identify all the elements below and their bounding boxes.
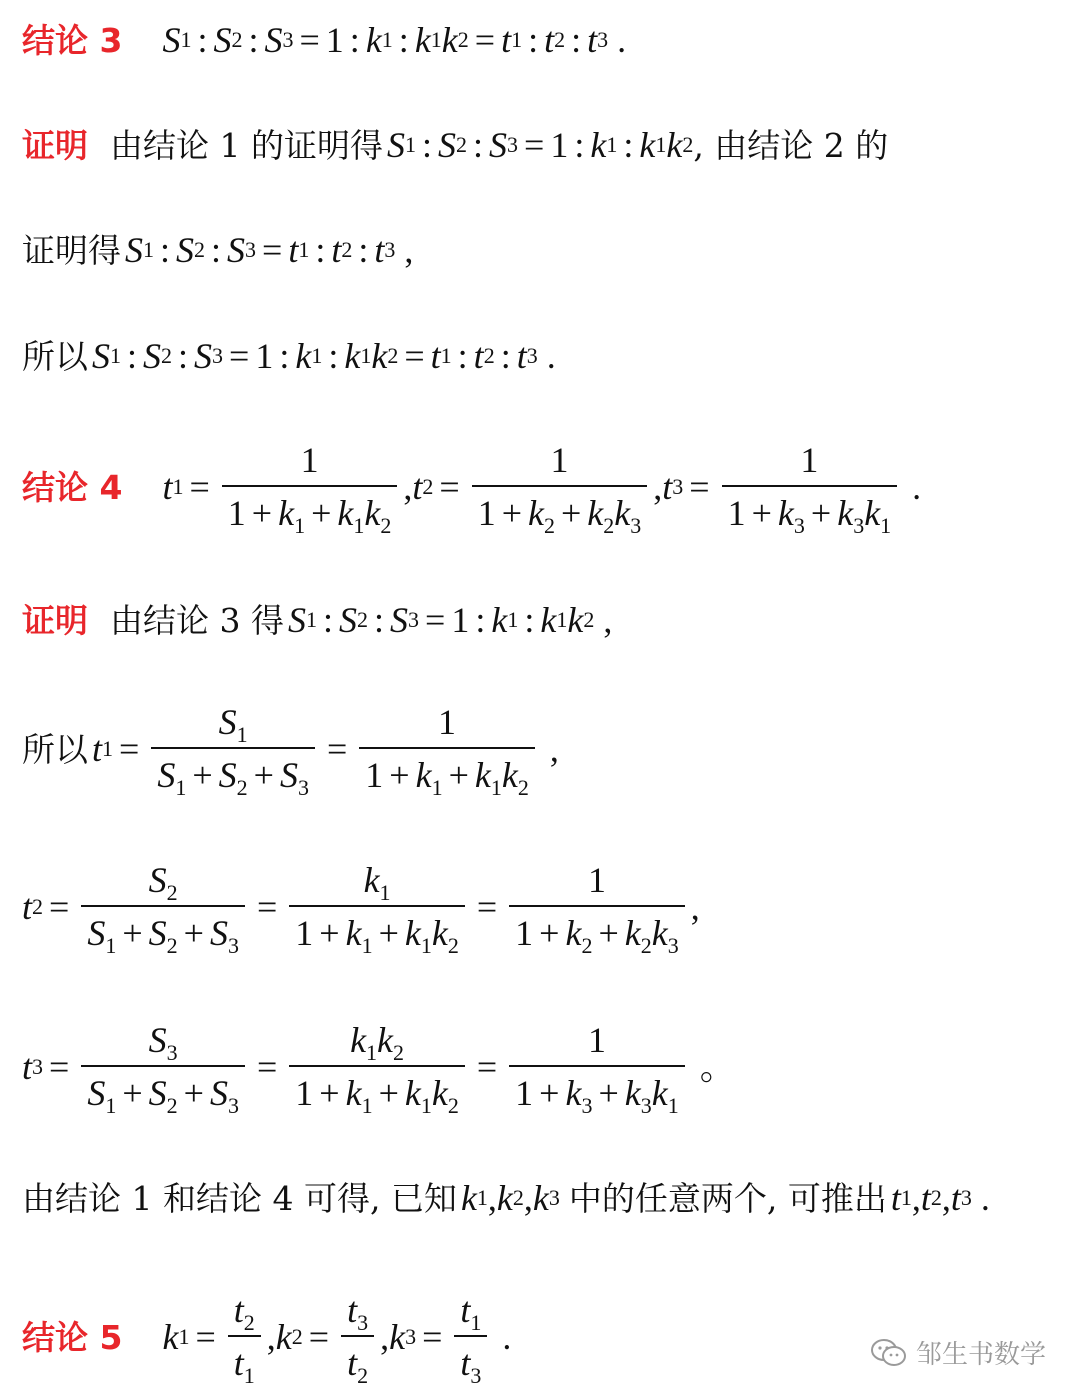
summary-line (22, 1180, 990, 1216)
proof-2-text-b: 所以 (22, 729, 88, 769)
summary-formula-b: t 1 , t 2 , t 3 . (890, 1178, 990, 1218)
proof-2-line-2 (22, 702, 559, 801)
summary-text-b: 中的任意两个, 可推出 (568, 1178, 887, 1218)
proof-2-label: 证明 (22, 600, 88, 640)
watermark-text: 邹生书数学 (915, 1340, 1046, 1370)
proof-1-label: 证明 (22, 125, 88, 165)
conclusion-4-formula: t 1 = $\frac{1}{1 + k_1 + k_1k_2}$ , t 2 = $\frac{1}{1 + k_2 + k_2k_3}$ , t 3 = $\frac{1}{1 + k_3 + k_3k_1}$ . (162, 440, 922, 539)
proof-1-formula-a: S 1 : S 2 : S 3 = 1 : k 1 : k 1 k 2 (386, 125, 694, 165)
proof-1-text-c: 证明得 (22, 230, 121, 270)
conclusion-3-label: 结论 3 (22, 20, 123, 60)
t3-derivation: t 3 = $\frac{S_3}{S_1 + S_2 + S_3}$ = $\frac{k_1k_2}{1 + k_1 + k_1k_2}$ = $\frac{1}{1 + k_3 + k_3k_1}$ 。 (22, 1020, 736, 1119)
t1-derivation: t 1 = $\frac{S_1}{S_1 + S_2 + S_3}$ = $\frac{1}{1 + k_1 + k_1k_2}$ , (92, 702, 559, 801)
conclusion-3-formula: S 1 : S 2 : S 3 = 1 : k 1 : k 1 k 2 = t 1 : t 2 : t 3 . (162, 20, 627, 60)
conclusion-5-line (22, 1290, 512, 1389)
conclusion-5-formula: k 1 = $\frac{t_2}{t_1}$ , k 2 = $\frac{t_3}{t_2}$ , k 3 = $\frac{t_1}{t_3}$ . (162, 1290, 512, 1389)
conclusion-4-line (22, 440, 922, 539)
summary-formula-a: k 1 , k 2 , k 3 (460, 1178, 560, 1218)
proof-1-formula-b: S 1 : S 2 : S 3 = t 1 : t 2 : t 3 , (125, 230, 414, 270)
conclusion-4-label: 结论 4 (22, 467, 123, 507)
conclusion-5-label: 结论 5 (22, 1317, 123, 1357)
proof-1-formula-c: S 1 : S 2 : S 3 = 1 : k 1 : k 1 k 2 = t 1 : t 2 : t 3 . (92, 336, 556, 376)
proof-1-text-d: 所以 (22, 336, 88, 376)
proof-1-text-a: 由结论 1 的证明得 (110, 125, 383, 165)
summary-text-a: 由结论 1 和结论 4 可得, 已知 (22, 1178, 457, 1218)
t2-derivation: t 2 = $\frac{S_2}{S_1 + S_2 + S_3}$ = $\frac{k_1}{1 + k_1 + k_1k_2}$ = $\frac{1}{1 + k_2 + k_2k_3}$ , (22, 860, 700, 959)
proof-1-line-2 (22, 232, 413, 268)
proof-1-line-1 (22, 127, 892, 163)
t3-derivation-line (22, 1020, 736, 1119)
watermark (870, 1334, 1046, 1371)
proof-2-text-a: 由结论 3 得 (110, 600, 284, 640)
proof-1-text-b: , 由结论 2 的 (693, 125, 889, 165)
conclusion-3-line (22, 22, 626, 58)
t2-derivation-line (22, 860, 700, 959)
proof-2-formula-a: S 1 : S 2 : S 3 = 1 : k 1 : k 1 k 2 , (287, 600, 613, 640)
wechat-icon (870, 1337, 908, 1369)
proof-2-line-1 (22, 602, 612, 638)
proof-1-line-3 (22, 338, 556, 374)
